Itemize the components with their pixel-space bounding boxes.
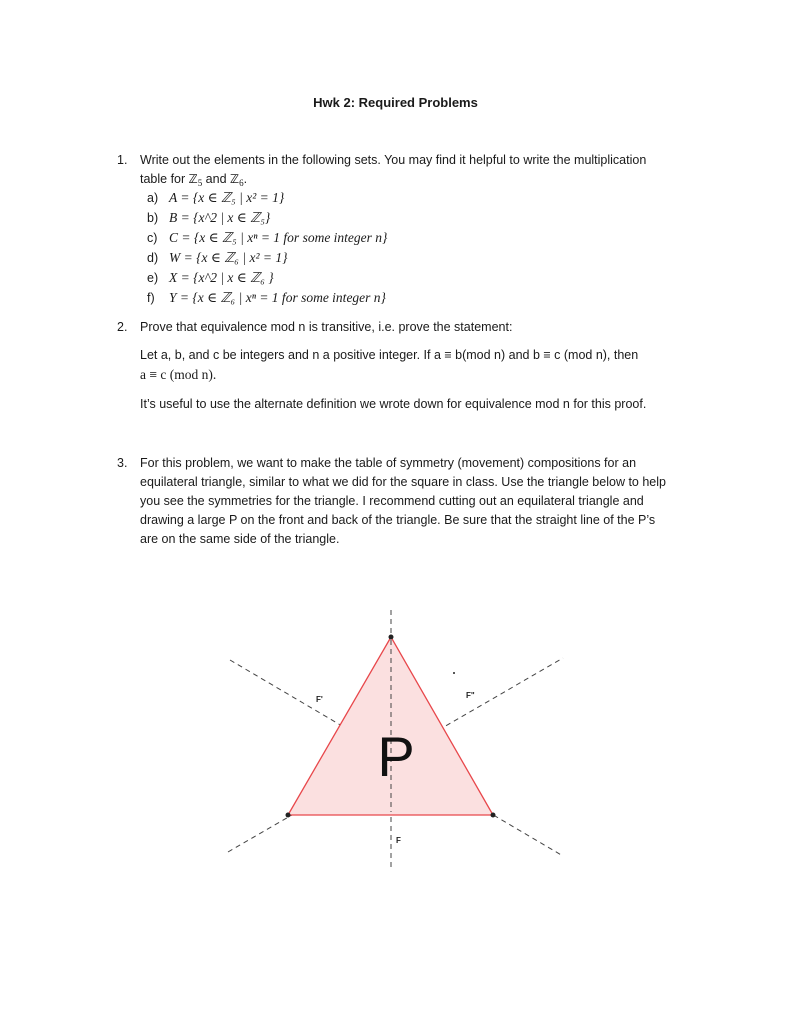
set-item-f: f) Y = {x ∈ ℤ₆ | xⁿ = 1 for some integer n} <box>147 290 386 305</box>
set-item-a: a) A = {x ∈ ℤ₅ | x² = 1} <box>147 190 285 205</box>
set-item-b: b) B = {x^2 | x ∈ ℤ₅} <box>147 210 271 225</box>
vertex-bottom-right <box>491 813 496 818</box>
subscript-5: 5 <box>197 178 203 188</box>
problem-3-line: equilateral triangle, similar to what we did for the square in class. Use the triangle below to help <box>140 475 666 489</box>
z-symbol: ℤ <box>230 172 240 186</box>
problem-2-statement: Prove that equivalence mod n is transitive, i.e. prove the statement: <box>140 320 513 334</box>
vertex-top <box>389 635 394 640</box>
problem-2-conclusion: a ≡ c (mod n). <box>140 367 217 382</box>
problem-3-line: For this problem, we want to make the table of symmetry (movement) compositions for an <box>140 456 637 470</box>
intro-prefix: table for <box>140 172 189 186</box>
period: . <box>243 172 248 186</box>
vertex-bottom-left <box>286 813 291 818</box>
problem-1-intro-line1: Write out the elements in the following sets. You may find it helpful to write the multiplication <box>140 153 647 167</box>
problem-2-number: 2. <box>117 320 128 334</box>
problem-3-line: drawing a large P on the front and back of the triangle. Be sure that the straight line of the P’s <box>140 513 656 527</box>
set-item-d: d) W = {x ∈ ℤ₆ | x² = 1} <box>147 250 288 265</box>
label-f-double-prime: F" <box>466 691 475 700</box>
z-symbol: ℤ <box>188 172 198 186</box>
set-item-e: e) X = {x^2 | x ∈ ℤ₆ } <box>147 270 274 285</box>
problem-3-line: you see the symmetries for the triangle. I recommend cutting out an equilateral triangle and <box>140 494 644 508</box>
problem-2-hypothesis: Let a, b, and c be integers and n a positive integer. If a ≡ b(mod n) and b ≡ c (mod n), then <box>140 348 639 362</box>
stray-dot <box>453 672 455 674</box>
problem-3-line: are on the same side of the triangle. <box>140 532 340 546</box>
label-f-prime: F' <box>316 695 323 704</box>
letter-p: P <box>377 725 415 788</box>
and-word: and <box>202 172 231 186</box>
subscript-6: 6 <box>239 178 244 188</box>
problem-3-number: 3. <box>117 456 128 470</box>
page-title: Hwk 2: Required Problems <box>313 95 478 110</box>
label-f: F <box>396 836 401 845</box>
problem-1-number: 1. <box>117 153 128 167</box>
set-item-c: c) C = {x ∈ ℤ₅ | xⁿ = 1 for some integer n} <box>147 230 388 245</box>
problem-2-hint: It’s useful to use the alternate definition we wrote down for equivalence mod n for this proof. <box>140 397 647 411</box>
